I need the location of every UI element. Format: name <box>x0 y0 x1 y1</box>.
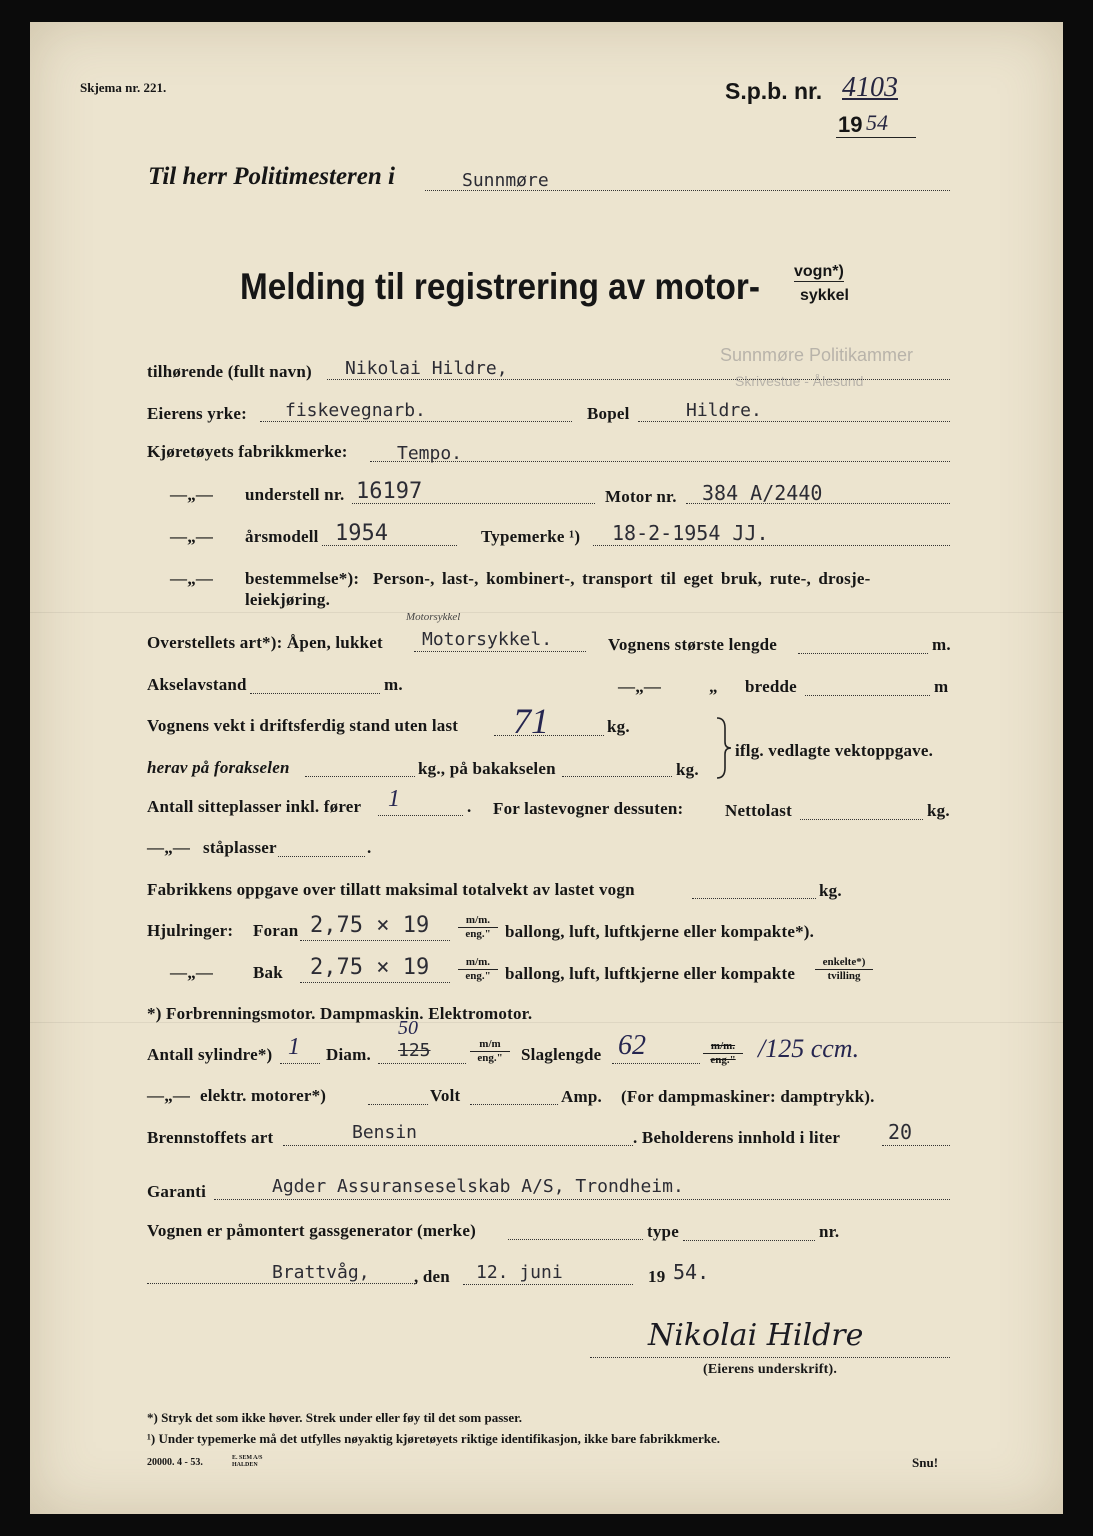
lorry-label: For lastevogner dessuten: <box>493 799 684 818</box>
ditto-mark: —„— <box>170 963 214 982</box>
body-type-value: Motorsykkel. <box>422 629 553 650</box>
guarantee-label: Garanti <box>147 1182 207 1201</box>
gas-generator-label: Vognen er påmontert gassgenerator (merke) <box>147 1221 476 1240</box>
place-value: Brattvåg, <box>272 1262 370 1283</box>
gas-nr-label: nr. <box>819 1222 840 1241</box>
max-weight-unit: kg. <box>819 881 842 900</box>
net-load-unit: kg. <box>927 801 950 820</box>
seats-period: . <box>467 797 472 816</box>
electric-motors-label: elektr. motorer*) <box>200 1086 327 1105</box>
signature-caption: (Eierens underskrift). <box>703 1362 838 1377</box>
front-wheel-unit-eng: eng." <box>465 928 491 940</box>
owner-name: Nikolai Hildre, <box>345 358 508 379</box>
front-wheel-types: ballong, luft, luftkjerne eller kompakte*). <box>505 922 815 941</box>
steam-note: (For dampmaskiner: damptrykk). <box>621 1087 875 1106</box>
displacement-note: /125 ccm. <box>758 1034 860 1063</box>
volt-label: Volt <box>430 1086 461 1105</box>
ditto-mark: —„— <box>170 527 214 546</box>
occupation-label: Eierens yrke: <box>147 404 248 423</box>
front-wheel-value: 2,75 × 19 <box>310 913 430 938</box>
ditto-mark: —„— <box>147 1086 191 1105</box>
diameter-unit-mm: m/m <box>470 1038 510 1052</box>
max-weight-label: Fabrikkens oppgave over tillatt maksimal totalvekt av lastet vogn <box>147 880 635 899</box>
diameter-label: Diam. <box>326 1045 371 1064</box>
diameter-struck: 125 <box>398 1040 431 1061</box>
make-value: Tempo. <box>397 443 463 464</box>
diameter-unit-eng: eng." <box>477 1052 503 1064</box>
rear-wheel-value: 2,75 × 19 <box>310 955 430 980</box>
front-wheel-label: Foran <box>253 921 299 940</box>
purpose-label: bestemmelse*): <box>245 569 360 588</box>
addressee-label: Til herr Politimesteren i <box>148 163 395 190</box>
printer-mark: E. SEM A/S HALDEN <box>232 1455 263 1468</box>
diameter-value: 50 <box>398 1017 418 1039</box>
stroke-value: 62 <box>618 1030 646 1061</box>
spb-number: 4103 <box>842 72 898 103</box>
print-code: 20000. 4 - 53. <box>147 1457 203 1468</box>
rear-wheel-types: ballong, luft, luftkjerne eller kompakte <box>505 964 796 983</box>
stroke-unit-mm: m/m. <box>703 1040 743 1054</box>
form-title: Melding til registrering av motor- <box>240 266 760 307</box>
fuel-label: Brennstoffets art <box>147 1128 274 1147</box>
width-unit: m <box>934 677 949 696</box>
residence-label: Bopel <box>587 404 630 423</box>
turn-over-note: Snu! <box>912 1455 939 1470</box>
rear-wheel-unit-mm: m/m. <box>458 956 498 970</box>
addressee-value: Sunnmøre <box>462 170 549 191</box>
spb-label: S.p.b. nr. <box>725 78 823 104</box>
weight-unit: kg. <box>607 717 630 736</box>
rear-wheel-label: Bak <box>253 963 283 982</box>
seats-label: Antall sitteplasser inkl. fører <box>147 797 362 816</box>
police-stamp-sub: Skrivestue - Ålesund <box>735 373 864 389</box>
title-vogn: vogn*) <box>794 263 844 280</box>
rear-wheel-unit-eng: eng." <box>465 970 491 982</box>
tank-value: 20 <box>888 1120 913 1144</box>
width-label: bredde <box>745 677 797 696</box>
wheels-label: Hjulringer: <box>147 921 234 940</box>
title-sykkel: sykkel <box>800 287 849 304</box>
weight-document-note: iflg. vedlagte vektoppgave. <box>735 741 934 760</box>
purpose-options: Person-, last-, kombinert-, transport til eget bruk, rute-, drosje- <box>373 569 871 588</box>
cylinders-label: Antall sylindre*) <box>147 1045 273 1064</box>
seats-value: 1 <box>388 786 400 812</box>
stroke-label: Slaglengde <box>521 1045 602 1064</box>
tank-label: . Beholderens innhold i liter <box>633 1128 841 1147</box>
type-label: Typemerke ¹) <box>481 527 581 546</box>
spb-year-suffix: 54 <box>866 110 888 135</box>
date-day: 12. juni <box>476 1262 563 1283</box>
make-label: Kjøretøyets fabrikkmerke: <box>147 442 348 461</box>
owner-label: tilhørende (fullt navn) <box>147 362 312 381</box>
twin-option: tvilling <box>827 970 861 982</box>
police-stamp: Sunnmøre Politikammer <box>720 345 914 365</box>
fuel-value: Bensin <box>352 1122 418 1143</box>
ditto-mark: —„— <box>147 838 191 857</box>
max-length-unit: m. <box>932 635 951 654</box>
chassis-label: understell nr. <box>245 485 345 504</box>
date-den: , den <box>414 1267 450 1286</box>
purpose-note: Motorsykkel <box>406 611 461 623</box>
date-year: 54. <box>673 1260 710 1284</box>
wheelbase-label: Akselavstand <box>147 675 247 694</box>
motor-number: 384 A/2440 <box>702 481 823 505</box>
purpose-options-cont: leiekjøring. <box>245 590 331 609</box>
single-option: enkelte*) <box>815 956 873 970</box>
body-type-label: Overstellets art*): Åpen, lukket <box>147 633 383 652</box>
front-wheel-unit-mm: m/m. <box>458 914 498 928</box>
gas-type-label: type <box>647 1222 679 1241</box>
stroke-unit-eng: eng." <box>710 1054 736 1066</box>
residence-value: Hildre. <box>686 400 762 421</box>
type-value: 18-2-1954 JJ. <box>612 521 769 545</box>
front-axle-label: herav på forakselen <box>147 758 290 777</box>
cylinders-value: 1 <box>288 1034 300 1060</box>
ditto-mark: —„— <box>170 569 214 588</box>
weight-value: 71 <box>513 701 549 741</box>
weight-label: Vognens vekt i driftsferdig stand uten last <box>147 716 459 735</box>
amp-label: Amp. <box>561 1087 602 1106</box>
model-year-value: 1954 <box>335 521 388 546</box>
model-year-label: årsmodell <box>245 527 319 546</box>
occupation-value: fiskevegnarb. <box>285 400 426 421</box>
schema-number: Skjema nr. 221. <box>80 80 167 95</box>
engine-types: *) Forbrenningsmotor. Dampmaskin. Elektromotor. <box>147 1004 533 1023</box>
standing-label: ståplasser <box>203 838 277 857</box>
ditto-mark: —„— <box>618 677 662 696</box>
brace-icon <box>713 716 733 780</box>
ditto-mark: —„— <box>170 485 214 504</box>
wheelbase-unit: m. <box>384 675 403 694</box>
rear-axle-label: kg., på bakakselen <box>418 759 556 778</box>
guarantee-value: Agder Assuranseselskab A/S, Trondheim. <box>272 1176 684 1197</box>
footnote-one: ¹) Under typemerke må det utfylles nøyaktig kjøretøyets riktige identifikasjon, ikke bare fabrikkmerke. <box>147 1431 720 1446</box>
max-length-label: Vognens største lengde <box>608 635 778 654</box>
rear-axle-unit: kg. <box>676 760 699 779</box>
standing-period: . <box>367 838 372 857</box>
net-load-label: Nettolast <box>725 801 792 820</box>
owner-signature: Nikolai Hildre <box>648 1318 864 1353</box>
chassis-number: 16197 <box>356 479 423 504</box>
spb-year-prefix: 19 <box>838 112 863 137</box>
date-year-prefix: 19 <box>648 1267 666 1286</box>
motor-label: Motor nr. <box>605 487 677 506</box>
footnote-star: *) Stryk det som ikke høver. Strek under eller føy til det som passer. <box>147 1410 522 1425</box>
